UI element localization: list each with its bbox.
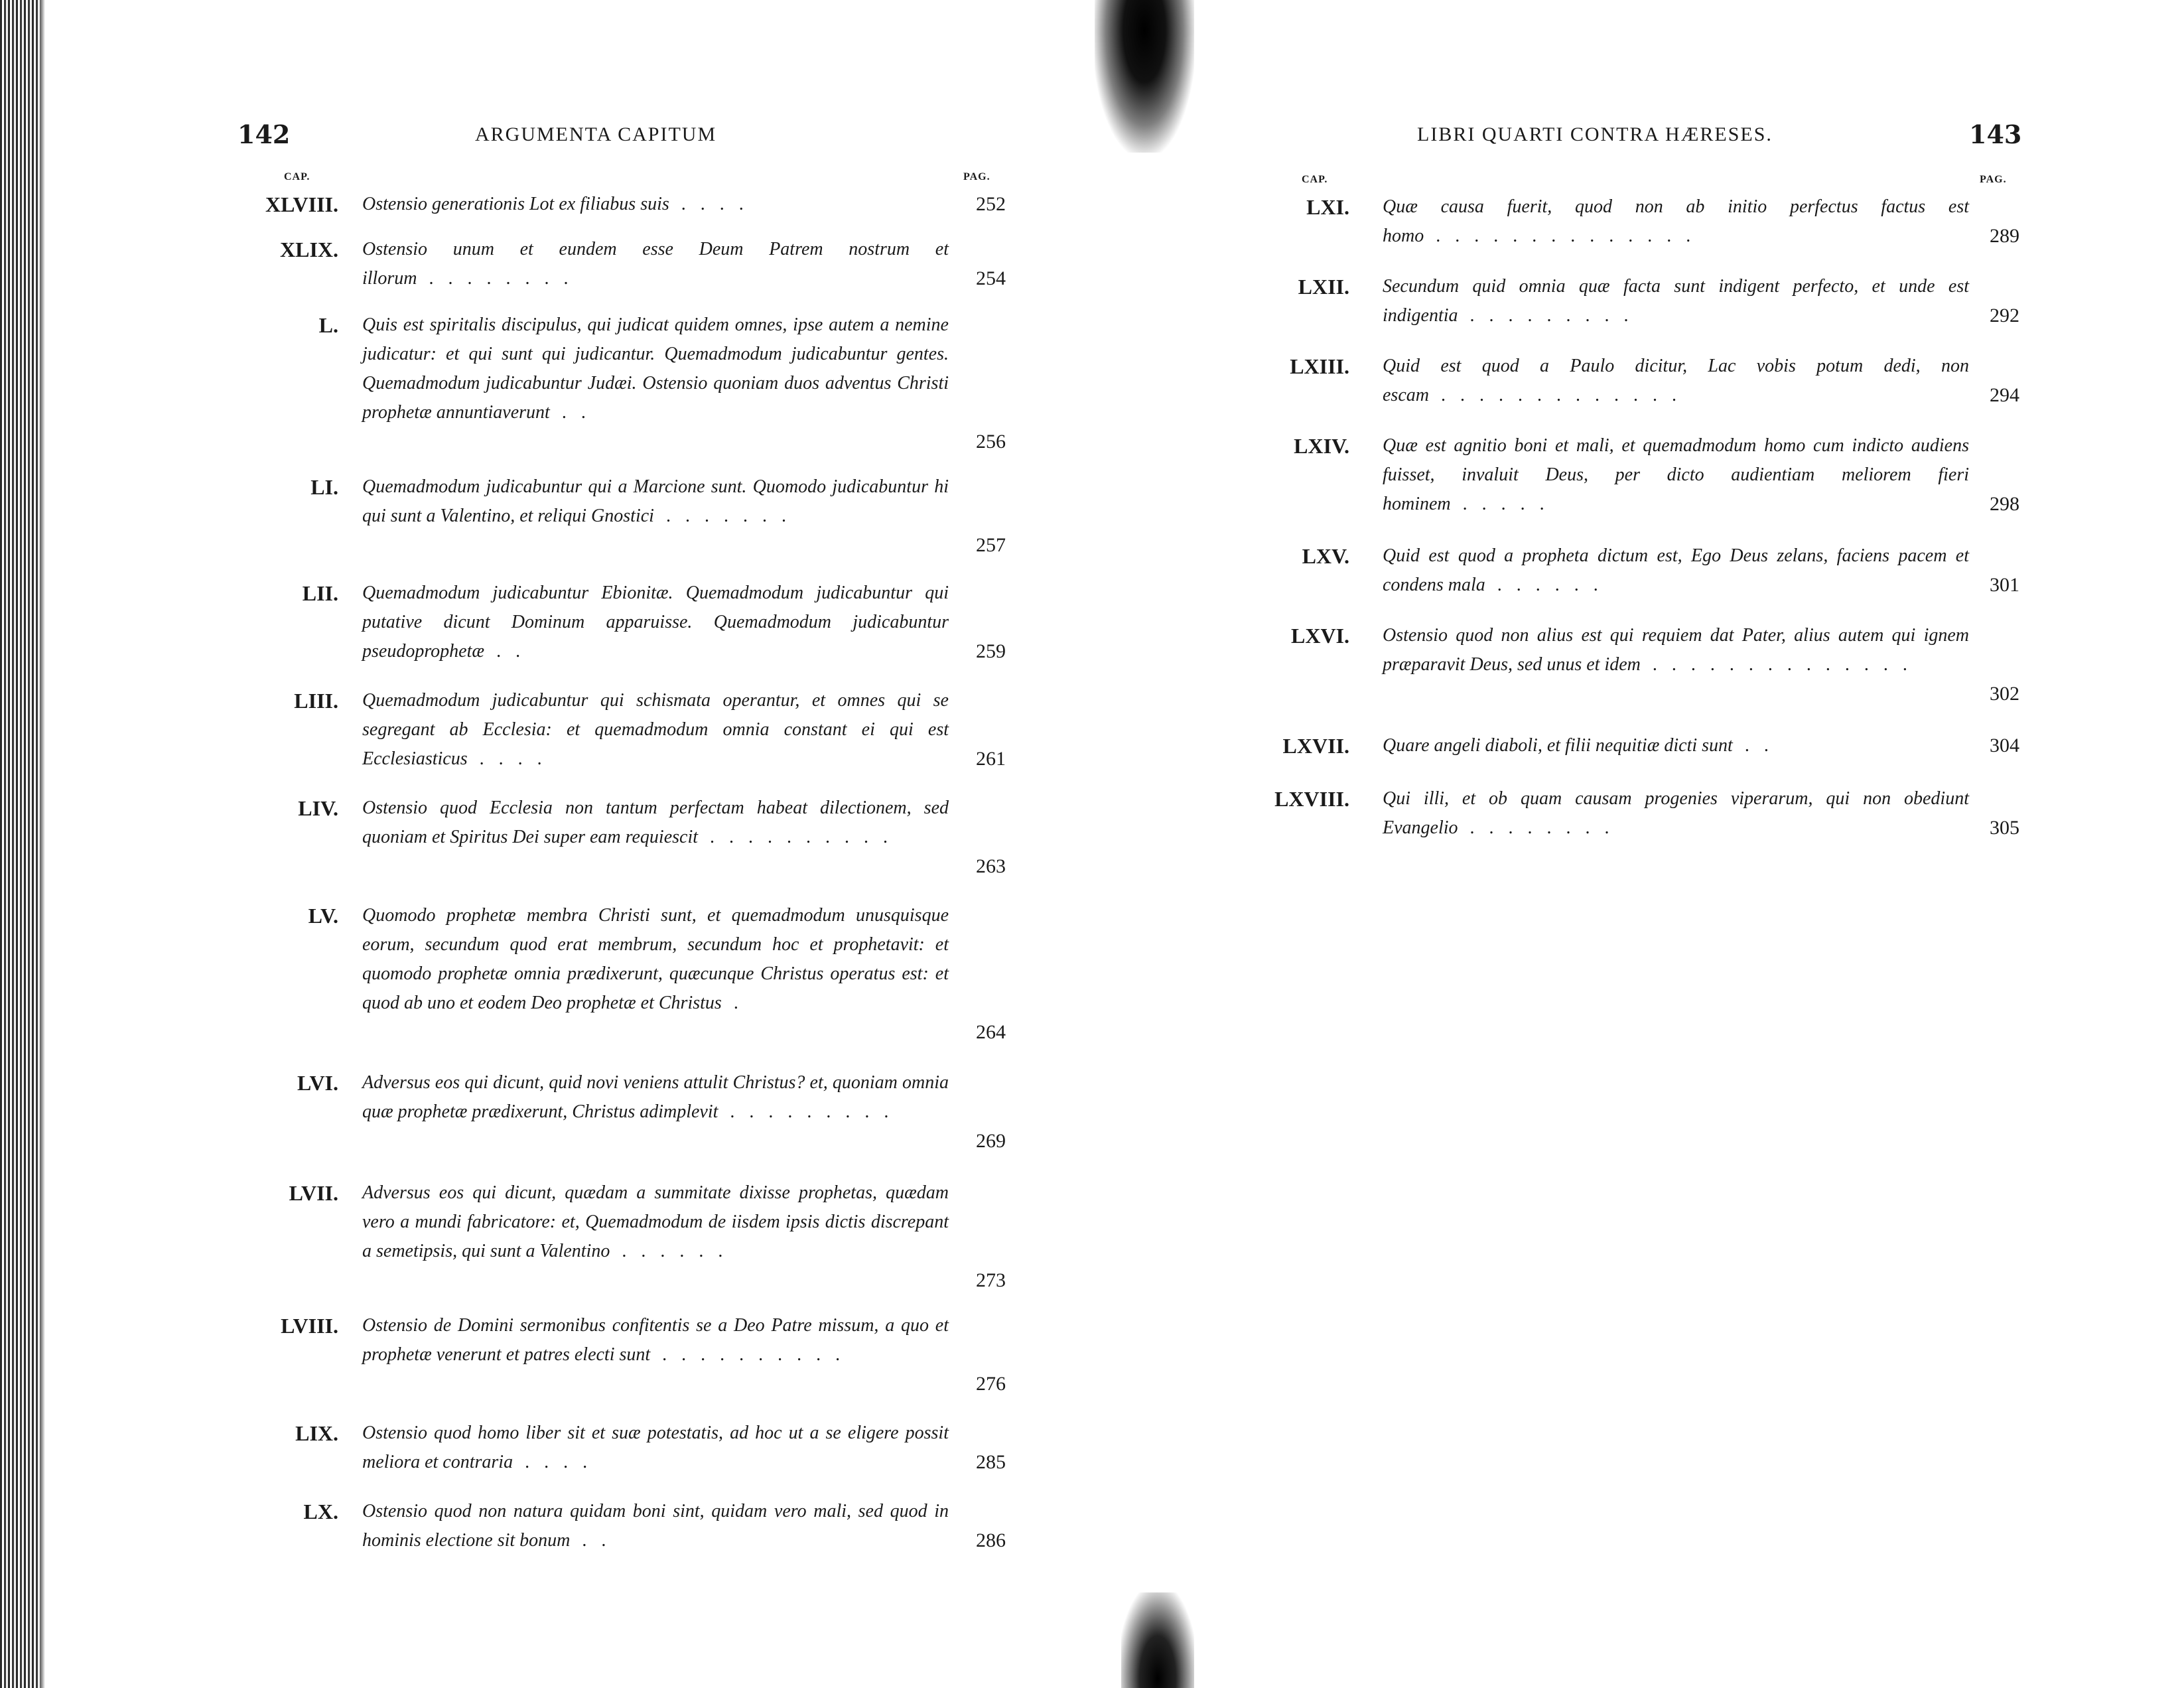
contents-entry bbox=[0, 472, 1092, 560]
chapter-summary-text: Ostensio quod Ecclesia non tantum perfectam habeat dilectionem, sed quoniam et Spiritus Dei super eam requiescit bbox=[362, 798, 949, 847]
chapter-summary bbox=[362, 1497, 949, 1555]
page-reference: 269 bbox=[976, 1130, 1006, 1152]
dot-leader: .. bbox=[1744, 735, 1783, 756]
chapter-summary-text: Ostensio quod homo liber sit et suæ potestatis, ad hoc ut a se eligere possit meliora et contraria bbox=[362, 1423, 949, 1472]
chapter-number: XLVIII. bbox=[265, 192, 338, 216]
contents-entry bbox=[1092, 272, 2184, 330]
chapter-summary bbox=[362, 472, 949, 531]
chapter-number: LI. bbox=[310, 475, 338, 499]
chapter-number: LXIII. bbox=[1290, 354, 1349, 378]
chapter-summary bbox=[362, 311, 949, 427]
contents-entry bbox=[0, 1178, 1092, 1295]
page-reference: 298 bbox=[1990, 493, 2019, 515]
contents-entry bbox=[0, 235, 1092, 293]
chapter-summary bbox=[362, 1311, 949, 1370]
pag-column-label: PAG. bbox=[963, 171, 990, 182]
chapter-summary bbox=[362, 1068, 949, 1127]
dot-leader: .. bbox=[561, 402, 600, 423]
chapter-summary-text: Quemadmodum judicabuntur qui a Marcione sunt. Quomodo judicabuntur hi qui sunt a Valentino, et reliqui Gnostici bbox=[362, 476, 949, 526]
chapter-number: LVI. bbox=[297, 1071, 338, 1095]
cap-column-label: CAP. bbox=[1302, 174, 1328, 185]
chapter-number: LXVIII. bbox=[1274, 787, 1349, 811]
chapter-summary-text: Quemadmodum judicabuntur qui schismata operantur, et omnes qui se segregant ab Ecclesia: et quemadmodum omnia constant ei qui est Ecclesiasticus bbox=[362, 690, 949, 769]
dot-leader: .............. bbox=[1652, 654, 1922, 675]
chapter-number: LII. bbox=[302, 581, 338, 605]
chapter-number: LIII. bbox=[294, 689, 338, 713]
contents-entry bbox=[1092, 431, 2184, 519]
contents-entry bbox=[0, 1419, 1092, 1477]
chapter-number: LV. bbox=[308, 904, 338, 928]
dot-leader: ......... bbox=[1469, 305, 1643, 326]
chapter-number: LIV. bbox=[298, 796, 338, 820]
dot-leader: .... bbox=[681, 194, 758, 214]
chapter-summary bbox=[1383, 431, 1969, 519]
chapter-summary-text: Quid est quod a propheta dictum est, Ego Deus zelans, faciens pacem et condens mala bbox=[1383, 545, 1969, 595]
page-reference: 254 bbox=[976, 267, 1006, 289]
dot-leader: ............. bbox=[1440, 385, 1691, 405]
chapter-number: LXIV. bbox=[1294, 434, 1349, 458]
contents-entry bbox=[0, 1497, 1092, 1555]
chapter-summary bbox=[362, 579, 949, 666]
dot-leader: ....... bbox=[665, 506, 801, 526]
page-reference: 252 bbox=[976, 193, 1006, 215]
chapter-summary bbox=[362, 235, 949, 293]
dot-leader: ......... bbox=[730, 1101, 904, 1122]
running-head: ARGUMENTA CAPITUM bbox=[475, 123, 717, 145]
page-reference: 256 bbox=[976, 431, 1006, 453]
contents-entry bbox=[0, 190, 1092, 219]
dot-leader: ...... bbox=[622, 1241, 738, 1261]
dot-leader: .. bbox=[496, 641, 535, 662]
page-reference: 263 bbox=[976, 855, 1006, 877]
chapter-number: LXV. bbox=[1302, 544, 1349, 568]
page-reference: 285 bbox=[976, 1451, 1006, 1473]
running-head: LIBRI QUARTI CONTRA HÆRESES. bbox=[1417, 123, 1773, 145]
chapter-summary-text: Quid est quod a Paulo dicitur, Lac vobis potum dedi, non escam bbox=[1383, 356, 1969, 405]
contents-entry bbox=[0, 686, 1092, 774]
page-reference: 259 bbox=[976, 640, 1006, 662]
chapter-summary-text: Adversus eos qui dicunt, quædam a summitate dixisse prophetas, quædam vero a mundi fabricatore: et, Quemadmodum de iisdem ipsis dictis discrepant a semetipsis, qui sunt a Valentino bbox=[362, 1182, 949, 1261]
chapter-summary-text: Ostensio generationis Lot ex filiabus suis bbox=[362, 194, 669, 214]
chapter-number: XLIX. bbox=[279, 238, 338, 261]
contents-entry bbox=[1092, 621, 2184, 709]
pag-column-label: PAG. bbox=[1980, 174, 2007, 185]
chapter-number: LXVI. bbox=[1290, 624, 1349, 648]
contents-entry bbox=[0, 901, 1092, 1047]
chapter-summary-text: Quæ causa fuerit, quod non ab initio perfectus factus est homo bbox=[1383, 196, 1969, 246]
contents-entry bbox=[0, 579, 1092, 666]
page-reference: 289 bbox=[1990, 225, 2019, 247]
cap-column-label: CAP. bbox=[284, 171, 310, 182]
dot-leader: ........ bbox=[1469, 817, 1624, 838]
chapter-summary-text: Ostensio unum et eundem esse Deum Patrem nostrum et illorum bbox=[362, 239, 949, 289]
page-reference: 257 bbox=[976, 534, 1006, 556]
chapter-number: LX. bbox=[303, 1500, 338, 1523]
chapter-summary bbox=[1383, 784, 1969, 843]
chapter-summary bbox=[1383, 352, 1969, 410]
chapter-summary bbox=[362, 794, 949, 852]
contents-entry bbox=[0, 1068, 1092, 1156]
page-reference: 261 bbox=[976, 748, 1006, 770]
contents-entry bbox=[1092, 352, 2184, 410]
chapter-number: L. bbox=[318, 313, 338, 337]
chapter-summary-text: Quis est spiritalis discipulus, qui judicat quidem omnes, ipse autem a nemine judicatur: et qui sunt qui judicantur. Quemadmodum judicabuntur gentes. Quemadmodum judicabuntur Judæi. Ostensio quoniam duos adventus Christi prophetæ annuntiaverunt bbox=[362, 315, 949, 423]
dot-leader: ...... bbox=[1497, 575, 1613, 595]
chapter-summary-text: Ostensio quod non alius est qui requiem dat Pater, alius autem qui ignem præparavit Deus, sed unus et idem bbox=[1383, 625, 1969, 675]
contents-entry bbox=[1092, 731, 2184, 760]
page-number: 142 bbox=[238, 119, 291, 149]
contents-entry bbox=[0, 1311, 1092, 1399]
page-reference: 286 bbox=[976, 1529, 1006, 1551]
chapter-summary-text: Adversus eos qui dicunt, quid novi veniens attulit Christus? et, quoniam omnia quæ prophetæ prædixerunt, Christus adimplevit bbox=[362, 1072, 949, 1122]
chapter-number: LVIII. bbox=[281, 1314, 338, 1338]
dot-leader: .......... bbox=[662, 1344, 855, 1365]
contents-entry bbox=[0, 794, 1092, 881]
chapter-summary bbox=[362, 190, 949, 219]
chapter-number: LXVII. bbox=[1282, 734, 1349, 758]
chapter-summary-text: Quemadmodum judicabuntur Ebionitæ. Quemadmodum judicabuntur qui putative dicunt Dominum apparuisse. Quemadmodum judicabuntur pseudoprophetæ bbox=[362, 583, 949, 662]
dot-leader: .. bbox=[582, 1530, 621, 1551]
chapter-summary bbox=[362, 901, 949, 1018]
contents-entry bbox=[1092, 192, 2184, 251]
page-reference: 264 bbox=[976, 1021, 1006, 1043]
chapter-summary-text: Qui illi, et ob quam causam progenies viperarum, qui non obediunt Evangelio bbox=[1383, 788, 1969, 838]
chapter-summary bbox=[1383, 272, 1969, 330]
contents-entry bbox=[1092, 784, 2184, 843]
page-reference: 273 bbox=[976, 1269, 1006, 1291]
chapter-number: LXI. bbox=[1306, 195, 1349, 219]
right-page bbox=[1092, 0, 2184, 1688]
chapter-summary bbox=[1383, 192, 1969, 251]
page-reference: 301 bbox=[1990, 574, 2019, 596]
chapter-summary bbox=[1383, 621, 1969, 679]
chapter-summary bbox=[1383, 731, 1969, 760]
chapter-summary-text: Quæ est agnitio boni et mali, et quemadmodum homo cum indicto audiens fuisset, invaluit Deus, per dicto audientiam meliorem fieri hominem bbox=[1383, 435, 1969, 514]
chapter-summary-text: Secundum quid omnia quæ facta sunt indigent perfecto, et unde est indigentia bbox=[1383, 276, 1969, 326]
contents-entry bbox=[1092, 541, 2184, 600]
page-reference: 292 bbox=[1990, 305, 2019, 326]
page-number: 143 bbox=[1969, 119, 2022, 149]
page-reference: 294 bbox=[1990, 384, 2019, 406]
chapter-summary bbox=[362, 1178, 949, 1266]
chapter-summary bbox=[1383, 541, 1969, 600]
dot-leader: .......... bbox=[710, 827, 903, 847]
chapter-summary-text: Quare angeli diaboli, et filii nequitiæ dicti sunt bbox=[1383, 735, 1733, 756]
chapter-number: LXII. bbox=[1298, 275, 1349, 299]
chapter-number: LVII. bbox=[289, 1181, 338, 1205]
chapter-summary-text: Ostensio de Domini sermonibus confitentis se a Deo Patre missum, a quo et prophetæ venerunt et patres electi sunt bbox=[362, 1315, 949, 1365]
contents-entry bbox=[0, 311, 1092, 457]
chapter-summary-text: Quomodo prophetæ membra Christi sunt, et quemadmodum unusquisque eorum, secundum quod erat membrum, secundum hoc et prophetavit: et quomodo prophetæ omnia prædixerunt, quæcunque Christus operatus est: et quod ab uno et eodem Deo prophetæ et Christus bbox=[362, 905, 949, 1013]
dot-leader: ........ bbox=[429, 268, 583, 289]
chapter-number: LIX. bbox=[295, 1421, 338, 1445]
page-reference: 276 bbox=[976, 1373, 1006, 1395]
dot-leader: ..... bbox=[1462, 494, 1559, 514]
dot-leader: .... bbox=[525, 1452, 602, 1472]
chapter-summary bbox=[362, 686, 949, 774]
dot-leader: . bbox=[733, 993, 753, 1013]
dot-leader: .... bbox=[479, 748, 557, 769]
chapter-summary bbox=[362, 1419, 949, 1477]
page-reference: 302 bbox=[1990, 683, 2019, 705]
chapter-summary-text: Ostensio quod non natura quidam boni sint, quidam vero mali, sed quod in hominis electione sit bonum bbox=[362, 1501, 949, 1551]
page-reference: 305 bbox=[1990, 817, 2019, 839]
page-reference: 304 bbox=[1990, 735, 2019, 756]
dot-leader: .............. bbox=[1436, 226, 1706, 246]
